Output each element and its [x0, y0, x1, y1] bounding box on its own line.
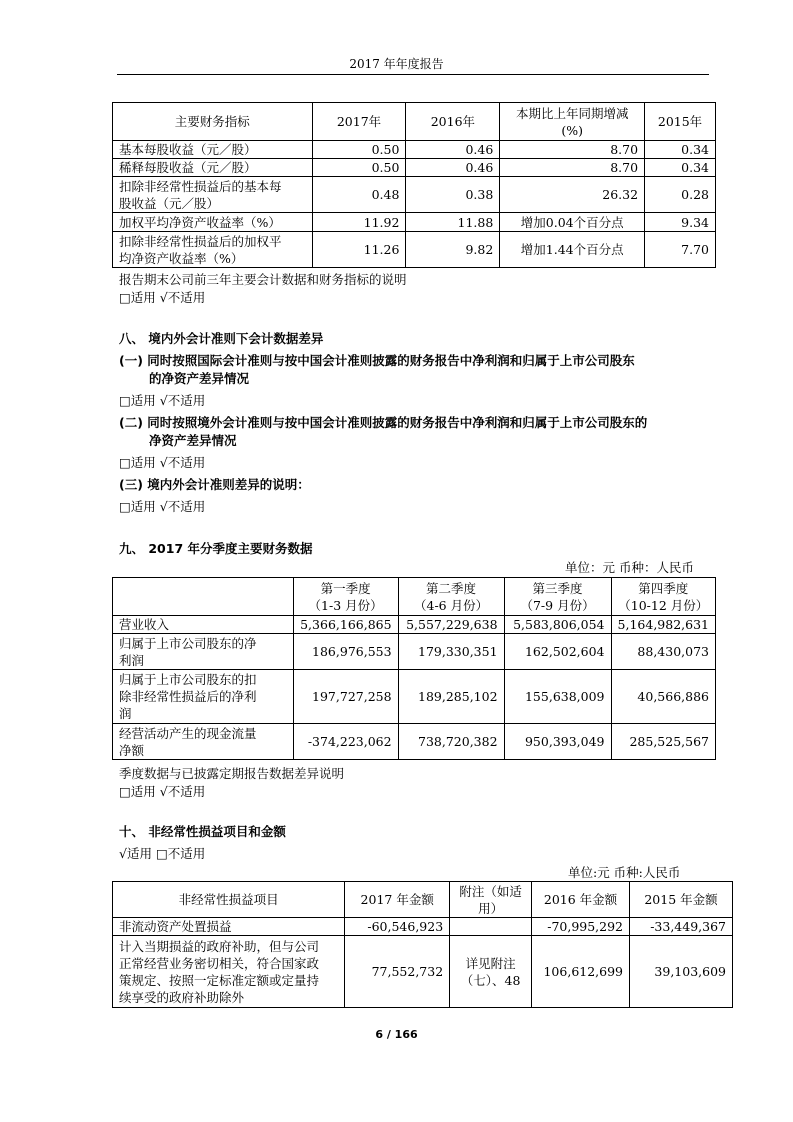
cell-q3: 155,638,009: [504, 670, 611, 724]
row-label-line: 计入当期损益的政府补助，但与公司: [119, 938, 320, 954]
unit-label: 单位：元 币种：人民币: [565, 560, 694, 575]
subsection-title: (一) 同时按照国际会计准则与按中国会计准则披露的财务报告中净利润和归属于上市公司股东: [119, 353, 635, 368]
cell-2017: 11.26: [312, 232, 406, 268]
cell-q3: 162,502,604: [504, 634, 611, 670]
applicability-note: □适用 √不适用: [119, 393, 206, 408]
col-header-indicator: 主要财务指标: [113, 103, 313, 141]
col-header-change: [500, 103, 645, 141]
page-number: 6 / 166: [375, 1028, 418, 1041]
cell-2016: 11.88: [406, 213, 500, 232]
cell-2017: 11.92: [312, 213, 406, 232]
cell-q2: 5,557,229,638: [398, 616, 504, 634]
col-header-q2-range: （4-6 月份）: [414, 597, 489, 613]
cell-change: 增加0.04个百分点: [500, 213, 645, 232]
col-header-2017: 2017年: [312, 103, 406, 141]
subsection-title: (二) 同时按照境外会计准则与按中国会计准则披露的财务报告中净利润和归属于上市公司股东的: [119, 415, 648, 430]
col-header-change-line1: 本期比上年同期增减: [515, 105, 629, 121]
cell-2017: -60,546,923: [345, 918, 450, 936]
cell-2016: 0.38: [406, 177, 500, 213]
applicability-note: □适用 √不适用: [119, 455, 206, 470]
cell-q2: 738,720,382: [398, 724, 504, 760]
col-header-q3: [504, 578, 611, 616]
empty-header-cell: [113, 578, 294, 616]
cell-2017: 77,552,732: [345, 936, 450, 1008]
row-label: [113, 177, 313, 213]
table-row: [113, 936, 733, 1008]
cell-q1: 5,366,166,865: [293, 616, 398, 634]
header-divider: [117, 74, 709, 75]
cell-2016: 0.46: [406, 159, 500, 177]
row-label-line: 续享受的政府补助除外: [119, 989, 245, 1005]
non-recurring-items-table: [112, 881, 733, 1008]
cell-2015: 0.28: [645, 177, 716, 213]
table-row: [113, 232, 716, 268]
cell-2016: -70,995,292: [532, 918, 630, 936]
cell-change: 8.70: [500, 141, 645, 159]
section-title: 八、 境内外会计准则下会计数据差异: [119, 331, 324, 346]
table-row: [113, 918, 733, 936]
col-header-q4-range: （10-12 月份）: [618, 597, 709, 613]
row-label-line: 策规定、按照一定标准定额或定量持: [119, 972, 320, 988]
cell-q4: 285,525,567: [611, 724, 715, 760]
row-label-line: 正常经营业务密切相关，符合国家政: [119, 955, 320, 971]
cell-q4: 40,566,886: [611, 670, 715, 724]
col-header-change-line2: (%): [561, 122, 584, 138]
note-text: 报告期末公司前三年主要会计数据和财务指标的说明: [119, 272, 407, 287]
cell-2016: 9.82: [406, 232, 500, 268]
col-header-q4: [611, 578, 715, 616]
cell-q1: 186,976,553: [293, 634, 398, 670]
cell-q1: -374,223,062: [293, 724, 398, 760]
applicability-note: √适用 □不适用: [119, 846, 206, 861]
row-label-line: 利润: [119, 652, 145, 668]
unit-label: 单位:元 币种:人民币: [568, 865, 681, 880]
row-label-line: 经营活动产生的现金流量: [119, 725, 257, 741]
subsection-title-cont: 净资产差异情况: [149, 433, 237, 448]
col-header-2016: 2016 年金额: [532, 882, 630, 918]
col-header-q1-title: 第一季度: [320, 580, 371, 596]
row-label: [113, 936, 345, 1008]
cell-2015: -33,449,367: [630, 918, 733, 936]
row-label: 营业收入: [113, 616, 294, 634]
note-text: 季度数据与已披露定期报告数据差异说明: [119, 766, 345, 781]
table-row: [113, 670, 716, 724]
subsection-title: (三) 境内外会计准则差异的说明：: [119, 477, 310, 492]
row-label-line: 归属于上市公司股东的净: [119, 635, 257, 651]
cell-2015: 0.34: [645, 159, 716, 177]
cell-2016: 106,612,699: [532, 936, 630, 1008]
col-header-q2: [398, 578, 504, 616]
row-label: 稀释每股收益（元／股）: [113, 159, 313, 177]
cell-2015: 9.34: [645, 213, 716, 232]
col-header-2015: 2015年: [645, 103, 716, 141]
section-title: 十、 非经常性损益项目和金额: [119, 824, 286, 839]
table-row: [113, 159, 716, 177]
table-row: [113, 724, 716, 760]
row-label: 基本每股收益（元／股）: [113, 141, 313, 159]
cell-2017: 0.50: [312, 141, 406, 159]
row-label: 非流动资产处置损益: [113, 918, 345, 936]
table-row: [113, 616, 716, 634]
cell-note: [450, 918, 532, 936]
cell-2015: 39,103,609: [630, 936, 733, 1008]
cell-2016: 0.46: [406, 141, 500, 159]
table-row: [113, 634, 716, 670]
col-header-2017: 2017 年金额: [345, 882, 450, 918]
note-line: 详见附注: [465, 955, 516, 971]
section-title: 九、 2017 年分季度主要财务数据: [119, 541, 313, 556]
cell-2015: 0.34: [645, 141, 716, 159]
col-header-q1: [293, 578, 398, 616]
row-label-line: 扣除非经常性损益后的基本每: [119, 178, 282, 194]
cell-q2: 189,285,102: [398, 670, 504, 724]
cell-2015: 7.70: [645, 232, 716, 268]
row-label-line: 净额: [119, 742, 145, 758]
subsection-title-cont: 的净资产差异情况: [149, 371, 250, 386]
col-header-note-line2: 用）: [478, 900, 504, 916]
cell-q3: 950,393,049: [504, 724, 611, 760]
row-label-line: 润: [119, 706, 132, 721]
row-label: [113, 670, 294, 724]
financial-indicators-table: [112, 102, 716, 268]
note-line: （七）、48: [460, 972, 521, 988]
cell-change: 26.32: [500, 177, 645, 213]
cell-change: 增加1.44个百分点: [500, 232, 645, 268]
table-row: [113, 141, 716, 159]
cell-q4: 88,430,073: [611, 634, 715, 670]
quarterly-data-table: [112, 577, 716, 760]
cell-q3: 5,583,806,054: [504, 616, 611, 634]
row-label: [113, 724, 294, 760]
cell-2017: 0.48: [312, 177, 406, 213]
row-label-line: 归属于上市公司股东的扣: [119, 672, 257, 687]
col-header-q4-title: 第四季度: [638, 580, 689, 596]
row-label: [113, 232, 313, 268]
cell-note: [450, 936, 532, 1008]
applicability-note: □适用 √不适用: [119, 499, 206, 514]
col-header-q3-range: （7-9 月份）: [520, 597, 595, 613]
col-header-note: [450, 882, 532, 918]
col-header-item: 非经常性损益项目: [113, 882, 345, 918]
cell-q2: 179,330,351: [398, 634, 504, 670]
col-header-2015: 2015 年金额: [630, 882, 733, 918]
cell-q1: 197,727,258: [293, 670, 398, 724]
applicability-note: □适用 √不适用: [119, 290, 206, 305]
row-label: [113, 634, 294, 670]
cell-2017: 0.50: [312, 159, 406, 177]
col-header-2016: 2016年: [406, 103, 500, 141]
row-label-line: 均净资产收益率（%）: [119, 250, 244, 266]
col-header-q3-title: 第三季度: [532, 580, 583, 596]
page-header: 2017 年年度报告: [349, 57, 444, 71]
col-header-q1-range: （1-3 月份）: [308, 597, 383, 613]
applicability-note: □适用 √不适用: [119, 784, 206, 799]
row-label: 加权平均净资产收益率（%）: [113, 213, 313, 232]
cell-q4: 5,164,982,631: [611, 616, 715, 634]
table-row: [113, 213, 716, 232]
row-label-line: 股收益（元／股）: [119, 195, 220, 211]
col-header-note-line1: 附注（如适: [459, 883, 522, 899]
cell-change: 8.70: [500, 159, 645, 177]
row-label-line: 除非经常性损益后的净利: [119, 689, 257, 704]
table-row: [113, 177, 716, 213]
row-label-line: 扣除非经常性损益后的加权平: [119, 233, 282, 249]
col-header-q2-title: 第二季度: [426, 580, 477, 596]
